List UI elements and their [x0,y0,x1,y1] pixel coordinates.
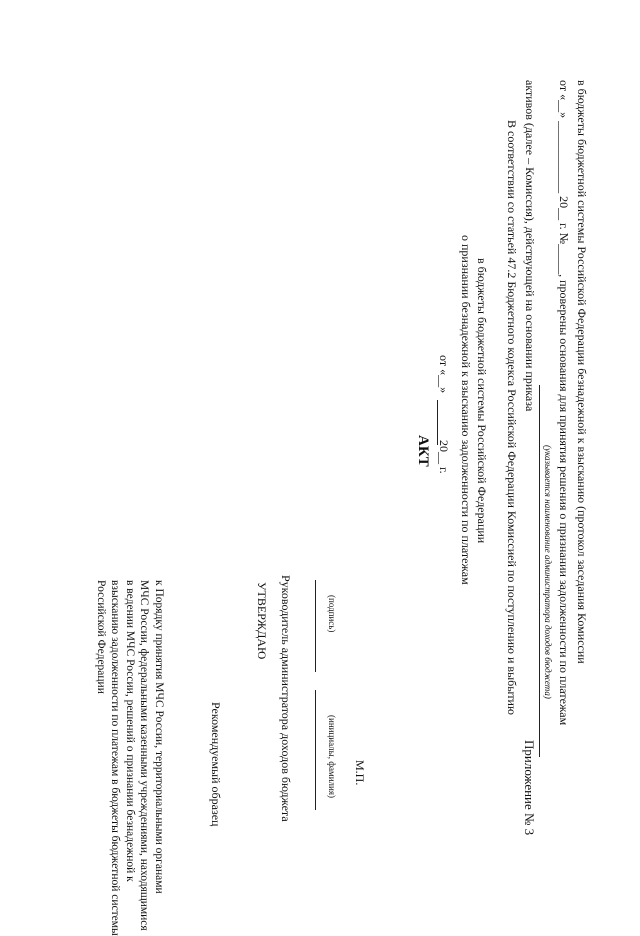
appendix-title: Приложение № 3 [522,740,537,836]
body-line-4: в бюджеты бюджетной системы Российской Федерации безнадежной к взысканию (протокол заседания Комиссии [575,80,589,664]
appendix-line-2: МЧС России, федеральными казенными учреждениями, находящимися [138,580,150,931]
body-line-2: активов (далее – Комиссия), действующей на основании приказа [523,80,537,412]
approval-heading: УТВЕРЖДАЮ [255,582,269,660]
act-date-year: 20__ г. [437,440,451,474]
act-subject-line-2: в бюджеты бюджетной системы Российской Федерации [475,258,489,544]
act-subject-line-1: о признании безнадежной к взысканию задолженности по платежам [459,235,473,585]
signature-caption: (подпись) [327,595,337,633]
name-caption: (инициалы, фамилия) [327,715,337,798]
name-line [315,690,316,810]
admin-name-caption: (указывается наименование администратора доходов бюджета) [543,445,553,699]
signature-line [315,580,316,672]
act-date-month-line [437,400,438,445]
act-title: АКТ [415,435,431,467]
body-line-1: В соответствии со статьей 47.2 Бюджетного кодекса Российской Федерации Комиссией по поступлению и выбытию [505,120,519,715]
appendix-line-4: взысканию задолженности по платежам в бюджеты бюджетной системы [109,580,121,936]
admin-name-line [539,385,540,757]
appendix-line-5: Российской Федерации [95,580,107,694]
appendix-line-1: к Порядку принятия МЧС России, территориальными органами [153,580,165,894]
recommended-sample: Рекомендуемый образец [209,702,223,827]
act-date-prefix: от «__» [437,355,451,394]
appendix-line-3: в ведении МЧС России, решений о признании безнадежной к [124,580,136,882]
approval-position: Руководитель администратора доходов бюджета [279,575,293,822]
body-line-3: от «__» ____________ 20__ г. №_____, проверены основания для принятия решения о признании задолженности по платежам [557,80,571,726]
seal-mark: М.П. [353,760,367,786]
